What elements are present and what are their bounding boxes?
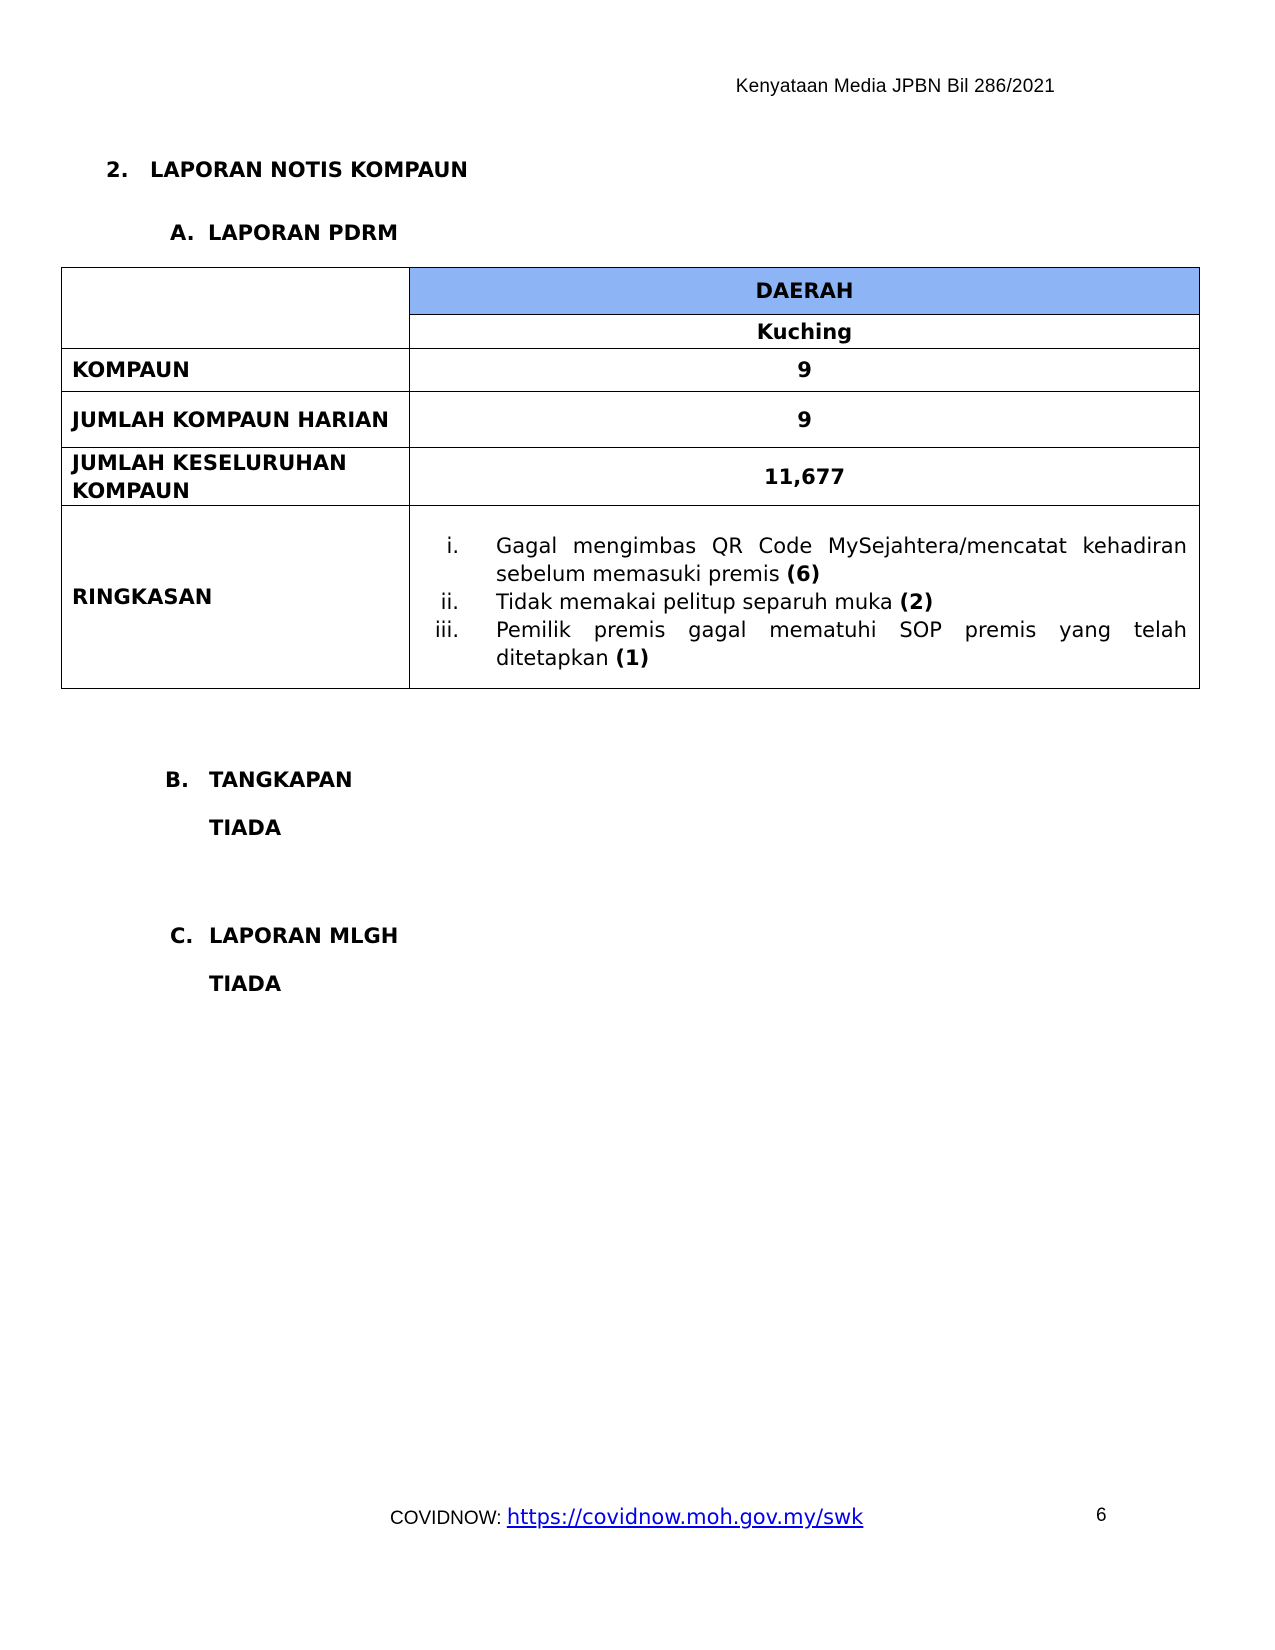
row-label-jumlah-kompaun-harian: JUMLAH KOMPAUN HARIAN	[62, 392, 410, 448]
subsection-letter: B.	[165, 768, 189, 792]
list-item-text: Tidak memakai pelitup separuh muka	[496, 590, 893, 614]
subsection-title: TANGKAPAN	[209, 768, 353, 792]
table-corner-cell	[62, 268, 410, 349]
row-label-ringkasan: RINGKASAN	[62, 506, 410, 689]
summary-list	[410, 506, 1199, 688]
district-group-header: DAERAH	[410, 268, 1200, 315]
subsection-heading-laporan-mlgh	[170, 924, 398, 948]
laporan-mlgh-content: TIADA	[209, 972, 282, 996]
footer-label: COVIDNOW:	[390, 1508, 507, 1529]
row-value-jumlah-kompaun-harian: 9	[410, 392, 1200, 448]
subsection-letter: C.	[170, 924, 194, 948]
tangkapan-content: TIADA	[209, 816, 282, 840]
list-item-text: Gagal mengimbas QR Code MySejahtera/mencatat kehadiran sebelum memasuki premis	[496, 534, 1187, 586]
section-title: LAPORAN NOTIS KOMPAUN	[150, 158, 468, 182]
row-label-kompaun: KOMPAUN	[62, 349, 410, 392]
row-label-jumlah-keseluruhan-kompaun: JUMLAH KESELURUHAN KOMPAUN	[62, 448, 410, 506]
footer	[390, 1505, 863, 1530]
section-number: 2.	[106, 158, 129, 182]
table-row	[62, 349, 1200, 392]
document-reference: Kenyataan Media JPBN Bil 286/2021	[735, 76, 1055, 97]
section-heading-laporan-notis-kompaun	[106, 158, 468, 182]
list-numeral: ii.	[440, 590, 459, 614]
list-numeral: i.	[446, 534, 459, 558]
subsection-letter: A.	[170, 221, 195, 245]
covidnow-link[interactable]: https://covidnow.moh.gov.my/swk	[506, 1505, 864, 1529]
table-row	[62, 506, 1200, 689]
table-row	[62, 448, 1200, 506]
list-item	[410, 616, 1187, 672]
table-row	[62, 392, 1200, 448]
subsection-title: LAPORAN MLGH	[209, 924, 399, 948]
list-item-count: (2)	[899, 590, 934, 614]
list-item-count: (6)	[786, 562, 821, 586]
list-item-text: Pemilik premis gagal mematuhi SOP premis yang telah ditetapkan	[496, 618, 1187, 670]
list-item-count: (1)	[615, 646, 650, 670]
page-number: 6	[1096, 1505, 1107, 1526]
subsection-heading-laporan-pdrm	[170, 221, 398, 245]
district-name-header: Kuching	[410, 315, 1200, 349]
subsection-title: LAPORAN PDRM	[208, 221, 399, 245]
compound-report-table	[61, 267, 1200, 689]
list-item	[410, 588, 1187, 616]
row-value-kompaun: 9	[410, 349, 1200, 392]
summary-cell	[410, 506, 1200, 689]
subsection-heading-tangkapan	[165, 768, 353, 792]
row-value-jumlah-keseluruhan-kompaun: 11,677	[410, 448, 1200, 506]
list-item	[410, 532, 1187, 588]
list-numeral: iii.	[434, 618, 459, 642]
